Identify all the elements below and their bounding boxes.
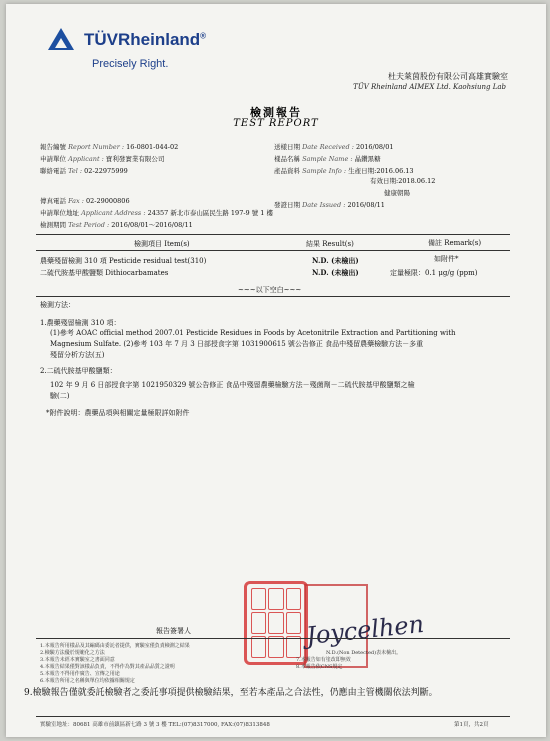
table-cell-remark: 如附件*: [434, 255, 459, 263]
info-label: 產品資料 Sample Info : 生產日期:2016.06.13: [274, 167, 414, 175]
end-of-table-mark: ~~~以下空白~~~: [238, 286, 302, 294]
report-page: [6, 4, 546, 737]
info-label: 健康朝陽: [384, 189, 410, 197]
tuv-triangle-inner: [55, 38, 67, 48]
footnote: 2.檢驗方法優於規範化之方法: [40, 650, 105, 656]
info-label: 報告編號 Report Number : 16-0801-044-02: [40, 143, 179, 151]
table-header-rule: [36, 250, 510, 251]
method-2-line: 驗(二): [50, 392, 70, 400]
info-label: 有效日期:2018.06.12: [370, 177, 436, 185]
method-2-title: 2.二硫代胺基甲酸鹽類：: [40, 367, 117, 375]
info-label: 申請單位 Applicant : 寶利發實業有限公司: [40, 155, 165, 163]
col-header-remark: 備註 Remark(s): [428, 239, 482, 247]
footer-rule: [36, 716, 510, 717]
attachment-note: *附件說明：農藥品項與相關定量極限詳如附件: [46, 409, 190, 417]
lab-address: 實驗室地址：80681 高雄市前鎮區新七路 3 號 3 樓 TEL:(07)8317000, FAX:(07)8313848: [40, 722, 270, 728]
disclaimer-note: 9.檢驗報告僅就委託檢驗者之委託事項提供檢驗結果，至若本產品之合法性，仍應由主管機關依法判斷。: [24, 688, 438, 698]
report-title-cn: 檢測報告: [250, 106, 302, 119]
tuv-logo: [48, 28, 248, 74]
table-cell-result: N.D. (未檢出): [312, 268, 359, 277]
info-label: 聯絡電話 Tel : 02-22975999: [40, 167, 128, 175]
info-label: 發證日期 Date Issued : 2016/08/11: [274, 201, 385, 209]
method-1-line: 殘留分析方法(五): [50, 351, 105, 359]
col-header-result: 結果 Result(s): [306, 240, 354, 248]
table-cell-result: N.D. (未檢出): [312, 256, 359, 265]
lab-seal-stamp: [244, 581, 308, 665]
signatory-label: 報告簽署人: [156, 627, 191, 635]
brand-slogan: Precisely Right.: [92, 58, 169, 70]
table-bottom-rule: [36, 296, 510, 297]
info-label: 申請單位地址 Applicant Address : 24357 新北市泰山區民生路 197-9 號 1 樓: [40, 209, 273, 217]
info-label: 傳真電話 Fax : 02-29000806: [40, 197, 130, 205]
col-header-item: 檢測項目 Item(s): [134, 240, 190, 248]
method-1-line: (1)參考 AOAC official method 2007.01 Pesticide Residues in Foods by Acetonitrile Extraction and Partitioning with: [50, 329, 456, 337]
footnote: 1.本報告所用樣品及其編碼由委託者提供，實驗室僅負責檢測之結果: [40, 643, 190, 649]
table-top-rule: [36, 234, 510, 235]
methods-heading: 檢測方法：: [40, 301, 75, 309]
footnote: N.D.(Non Detected)表未檢出。: [326, 650, 402, 656]
brand-name: TÜVRheinland®: [84, 30, 207, 49]
footnote: 8.本報告依CNS規定: [296, 664, 343, 670]
info-label: 檢測期間 Test Period : 2016/08/01～2016/08/11: [40, 221, 193, 229]
footnote: 6.本報告所用之名稱與單位均依據相關規定: [40, 678, 135, 684]
footnote: 5.本報告不得用作廣告、宣傳之用途: [40, 671, 120, 677]
method-2-line: 102 年 9 月 6 日部授食字第 1021950329 號公告修正 食品中殘留農藥檢驗方法－殘菌劑－二硫代胺基甲酸鹽類之檢: [50, 381, 415, 389]
method-1-line: Magnesium Sulfate. (2)參考 103 年 7 月 3 日部授食字第 1031900615 號公告修正 食品中殘留農藥檢驗方法－多重: [50, 340, 424, 348]
info-label: 樣品名稱 Sample Name : 晶鑽黑糖: [274, 155, 381, 163]
handwritten-signature: Joycelhen: [304, 609, 426, 651]
table-row: 農藥殘留檢測 310 項 Pesticide residual test(310): [40, 257, 207, 265]
footnote: 7.本報告如有塗改即無效: [296, 657, 351, 663]
lab-name-en: TÜV Rheinland AIMEX Ltd. Kaohsiung Lab: [353, 83, 506, 91]
footnote: 3.本報告未經本實驗室之書面同意: [40, 657, 115, 663]
table-cell-remark: 定量極限：0.1 μg/g (ppm): [390, 269, 478, 277]
method-1-title: 1.農藥殘留檢測 310 項：: [40, 319, 121, 327]
page-number: 第1頁，共2頁: [454, 722, 489, 728]
report-title-en: TEST REPORT: [233, 118, 319, 129]
info-label: 送樣日期 Date Received : 2016/08/01: [274, 143, 394, 151]
signature-rule: [36, 638, 510, 639]
lab-name-cn: 杜夫萊茵股份有限公司高雄實驗室: [388, 72, 508, 81]
footnote: 4.本報告結果僅對該樣品負責，不得作為對其產品品質之證明: [40, 664, 175, 670]
table-row: 二硫代胺基甲酸鹽類 Dithiocarbamates: [40, 269, 169, 277]
